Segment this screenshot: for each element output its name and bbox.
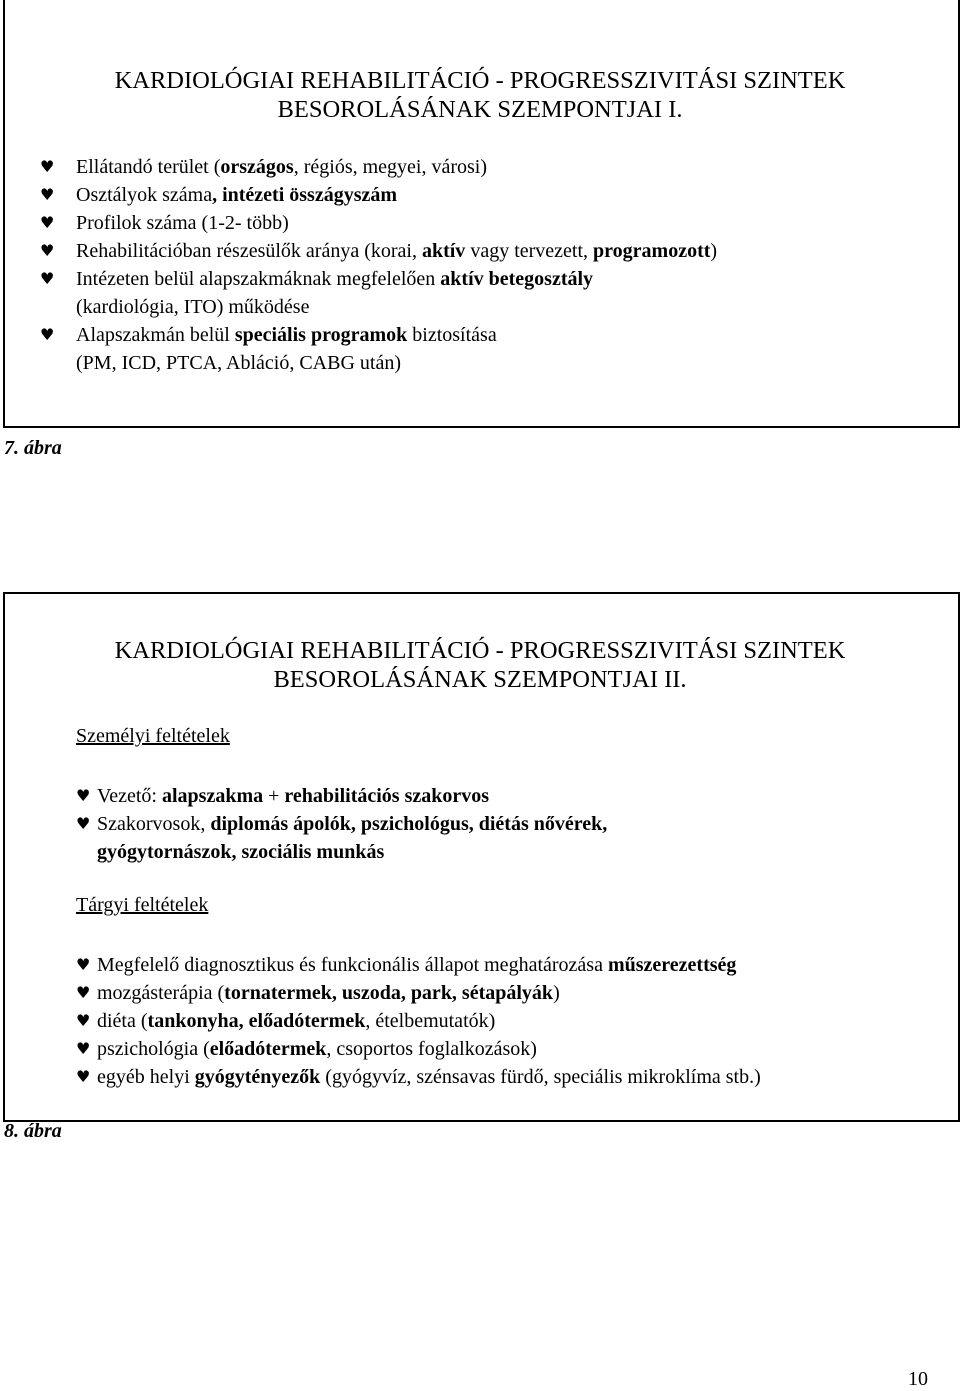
heart-bullet-icon: ♥ bbox=[76, 786, 91, 805]
list-item: ♥ Ellátandó terület (országos, régiós, megyei, városi) bbox=[40, 153, 717, 181]
heart-bullet-icon: ♥ bbox=[76, 1011, 91, 1030]
list-item: ♥ Rehabilitációban részesülők aránya (korai, aktív vagy tervezett, programozott) bbox=[40, 237, 717, 265]
figure-8-title-line-1: KARDIOLÓGIAI REHABILITÁCIÓ - PROGRESSZIVITÁSI SZINTEK bbox=[114, 637, 846, 664]
figure-8-title-line-2: BESOROLÁSÁNAK SZEMPONTJAI II. bbox=[273, 666, 687, 693]
heart-bullet-icon: ♥ bbox=[40, 157, 55, 176]
list-item: ♥ Vezető: alapszakma + rehabilitációs szakorvos bbox=[76, 782, 607, 810]
figure-7-title-line-1: KARDIOLÓGIAI REHABILITÁCIÓ - PROGRESSZIVITÁSI SZINTEK bbox=[114, 67, 846, 94]
heart-bullet-icon: ♥ bbox=[76, 983, 91, 1002]
figure-7-title bbox=[0, 66, 960, 124]
figure-8-title bbox=[0, 636, 960, 694]
list-item: ♥ pszichológia (előadótermek, csoportos foglalkozások) bbox=[76, 1035, 761, 1063]
heart-bullet-icon: ♥ bbox=[40, 241, 55, 260]
list-item: ♥ Osztályok száma, intézeti összágyszám bbox=[40, 181, 717, 209]
material-conditions-heading: Tárgyi feltételek bbox=[76, 894, 209, 916]
list-item: ♥ mozgásterápia (tornatermek, uszoda, park, sétapályák) bbox=[76, 979, 761, 1007]
list-item: ♥ Alapszakmán belül speciális programok biztosítása (PM, ICD, PTCA, Abláció, CABG után) bbox=[40, 321, 717, 377]
heart-bullet-icon: ♥ bbox=[40, 269, 55, 288]
figure-7-caption: 7. ábra bbox=[4, 437, 62, 459]
heart-bullet-icon: ♥ bbox=[40, 213, 55, 232]
heart-bullet-icon: ♥ bbox=[76, 814, 91, 833]
heart-bullet-icon: ♥ bbox=[76, 955, 91, 974]
list-item: ♥ Megfelelő diagnosztikus és funkcionális állapot meghatározása műszerezettség bbox=[76, 951, 761, 979]
page-number: 10 bbox=[908, 1368, 928, 1390]
heart-bullet-icon: ♥ bbox=[40, 325, 55, 344]
figure-8-caption: 8. ábra bbox=[4, 1120, 62, 1142]
heart-bullet-icon: ♥ bbox=[76, 1039, 91, 1058]
list-item: ♥ Profilok száma (1-2- több) bbox=[40, 209, 717, 237]
figure-7-bullet-list bbox=[40, 153, 717, 377]
list-item: ♥ diéta (tankonyha, előadótermek, ételbemutatók) bbox=[76, 1007, 761, 1035]
list-item: ♥ egyéb helyi gyógytényezők (gyógyvíz, szénsavas fürdő, speciális mikroklíma stb.) bbox=[76, 1063, 761, 1091]
figure-7-title-line-2: BESOROLÁSÁNAK SZEMPONTJAI I. bbox=[277, 96, 683, 123]
heart-bullet-icon: ♥ bbox=[76, 1067, 91, 1086]
personal-conditions-heading: Személyi feltételek bbox=[76, 725, 230, 747]
list-item: ♥ Intézeten belül alapszakmáknak megfelelően aktív betegosztály (kardiológia, ITO) működése bbox=[40, 265, 717, 321]
list-item: ♥ Szakorvosok, diplomás ápolók, pszichológus, diétás nővérek, gyógytornászok, szociális munkás bbox=[76, 810, 607, 866]
personal-conditions-list bbox=[76, 782, 607, 866]
material-conditions-list bbox=[76, 951, 761, 1091]
heart-bullet-icon: ♥ bbox=[40, 185, 55, 204]
